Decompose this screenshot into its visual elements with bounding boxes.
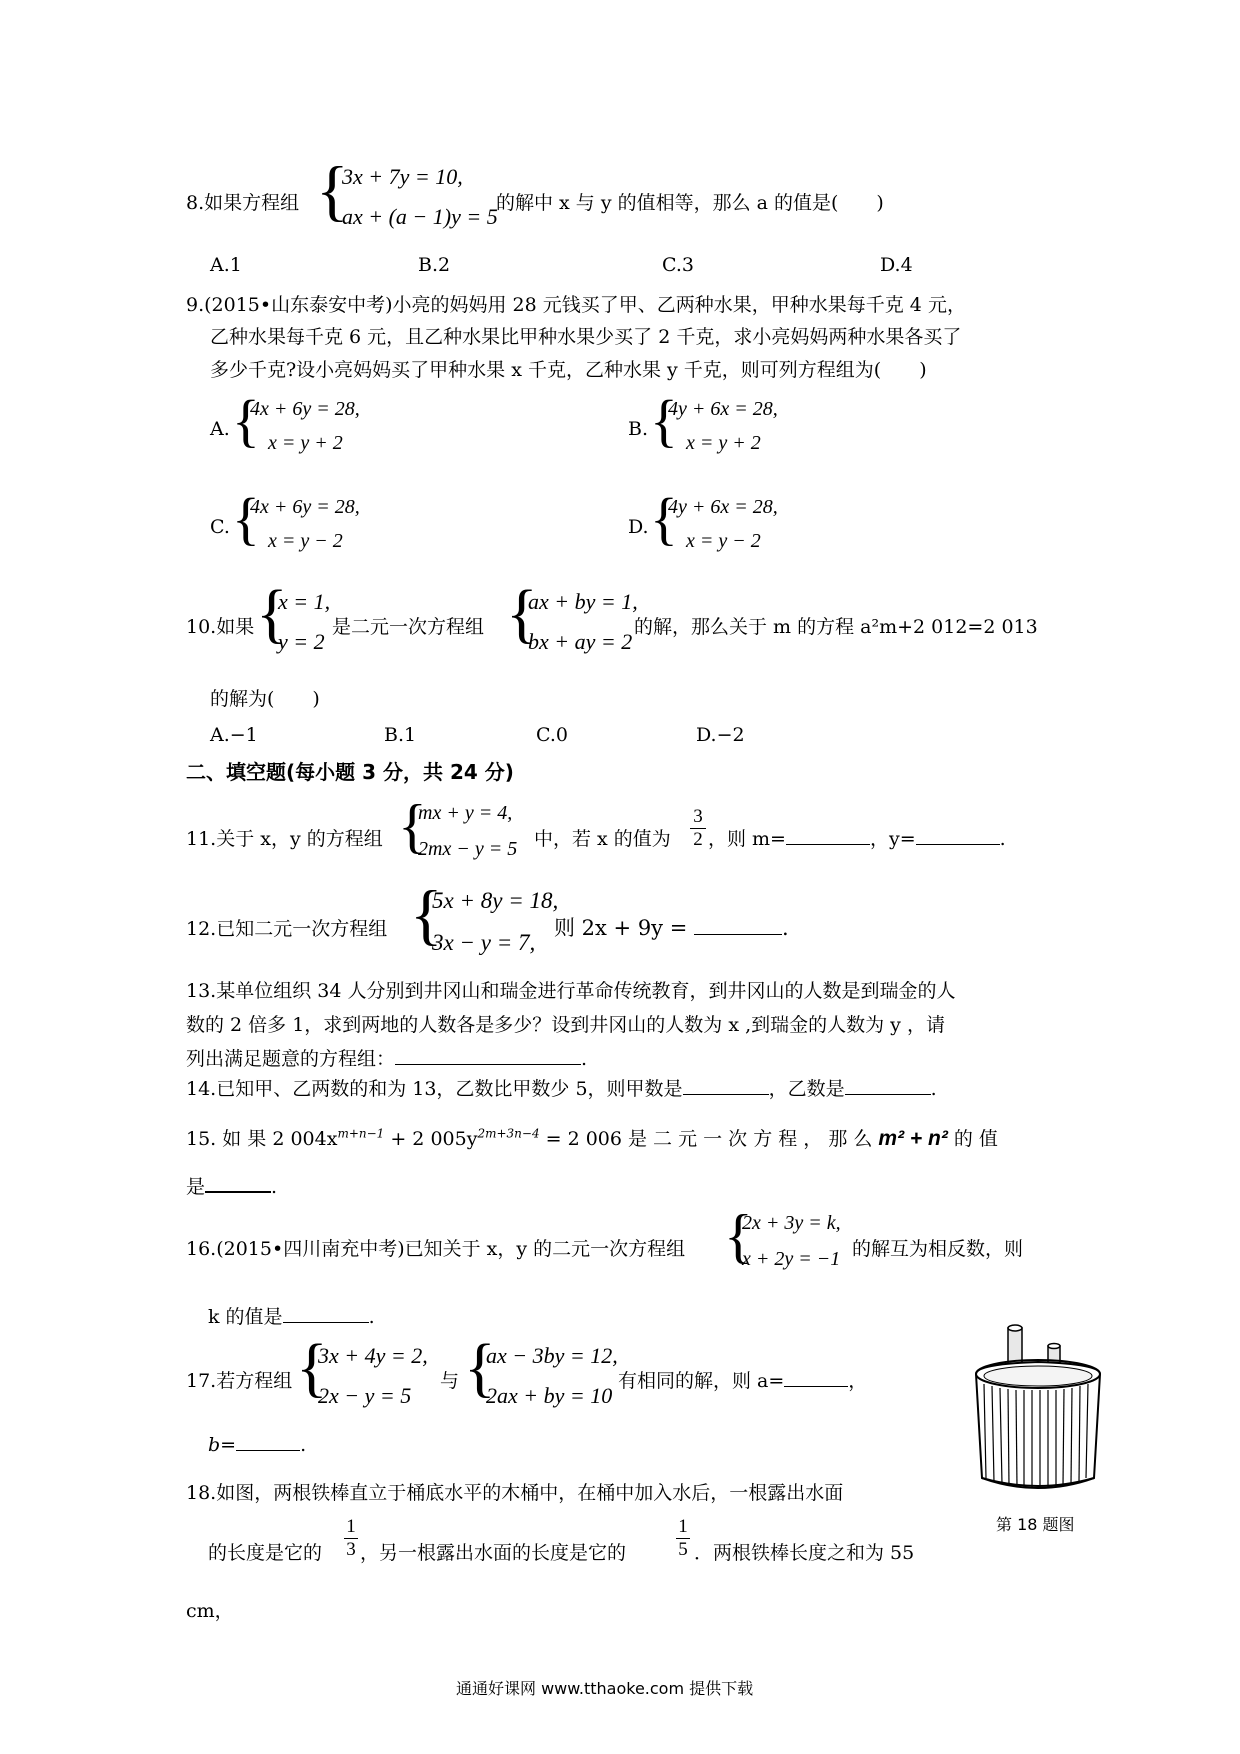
q11-eq1: mx + y = 4, xyxy=(418,802,513,824)
q9-b-eq2: x = y + 2 xyxy=(686,432,761,454)
q8-prefix: 8.如果方程组 xyxy=(186,192,300,214)
q17-prefix: 17.若方程组 xyxy=(186,1370,293,1392)
q9-a-eq2: x = y + 2 xyxy=(268,432,343,454)
q12-blank xyxy=(694,934,782,935)
q8-eq2: ax + (a − 1)y = 5 xyxy=(342,204,498,229)
q18-line2b: ，另一根露出水面的长度是它的 xyxy=(360,1542,627,1564)
q9-d-eq2: x = y − 2 xyxy=(686,530,761,552)
q15-part-c: = 2 006 是 二 元 一 次 方 程 ， 那 么 xyxy=(539,1128,879,1150)
q18-frac2-num: 1 xyxy=(678,1516,688,1537)
q8-option-b: B.2 xyxy=(418,254,451,276)
q11-m-blank xyxy=(786,844,870,845)
q18-fraction-1 xyxy=(344,1516,358,1561)
q16-suffix: 的解互为相反数，则 xyxy=(852,1238,1024,1260)
q12-eq1: 5x + 8y = 18, xyxy=(432,888,559,913)
q13-blank xyxy=(395,1064,581,1065)
q10-sol1: x = 1, xyxy=(278,589,331,614)
q9-line2: 乙种水果每千克 6 元，且乙种水果比甲种水果少买了 2 千克，求小亮妈妈两种水果各买了 xyxy=(210,326,962,348)
q18-frac1-num: 1 xyxy=(346,1516,356,1537)
q8-suffix: 的解中 x 与 y 的值相等，那么 a 的值是( ) xyxy=(496,192,884,214)
q17-answer-a xyxy=(618,1366,867,1393)
q15-blank xyxy=(205,1191,271,1193)
q12-expression: 则 2x + 9y = xyxy=(554,916,688,940)
q12-answer-line xyxy=(554,912,789,942)
q9-option-d-label: D. xyxy=(628,516,649,538)
section-heading: 二、填空题(每小题 3 分，共 24 分) xyxy=(186,760,514,784)
q9-line1: 9.(2015•山东泰安中考)小亮的妈妈用 28 元钱买了甲、乙两种水果，甲种水果每千克 4 元， xyxy=(186,294,966,316)
q11-frac-den: 2 xyxy=(693,829,703,850)
q16-prefix: 16.(2015•四川南充中考)已知关于 x，y 的二元一次方程组 xyxy=(186,1238,686,1260)
footer-text: 通通好课网 www.tthaoke.com 提供下载 xyxy=(456,1679,754,1698)
q11-eq2: 2mx − y = 5 xyxy=(418,838,518,860)
q14-blank2 xyxy=(845,1094,931,1095)
q18-line2a: 的长度是它的 xyxy=(208,1542,323,1564)
q11-end: . xyxy=(999,828,1006,850)
q10-eq1: ax + by = 1, xyxy=(528,589,638,614)
q16-blank xyxy=(283,1322,369,1323)
q13-line1: 13.某单位组织 34 人分别到井冈山和瑞金进行革命传统教育，到井冈山的人数是到瑞金的人 xyxy=(186,980,956,1002)
q13-end: . xyxy=(581,1048,588,1070)
q17-suffix: 有相同的解，则 a= xyxy=(618,1370,785,1392)
q9-option-c-label: C. xyxy=(210,516,230,538)
q17-eq1: 3x + 4y = 2, xyxy=(318,1343,428,1368)
q9-option-b-label: B. xyxy=(628,418,649,440)
q8-option-d: D.4 xyxy=(880,254,913,276)
q10-option-b: B.1 xyxy=(384,724,417,746)
q11-y-label: ，y= xyxy=(869,828,916,850)
q18-line1: 18.如图，两根铁棒直立于桶底水平的木桶中，在桶中加入水后，一根露出水面 xyxy=(186,1482,844,1504)
q10-line2: 的解为( ) xyxy=(210,688,320,710)
q16-end: . xyxy=(368,1306,375,1328)
q15-part-d: 的 值 xyxy=(947,1128,998,1150)
q11-fraction xyxy=(690,806,706,851)
q13-line3 xyxy=(186,1044,587,1071)
q17-b-blank xyxy=(236,1450,300,1451)
q9-c-eq1: 4x + 6y = 28, xyxy=(250,496,360,518)
q14-line xyxy=(186,1074,937,1101)
q10-eq2: bx + ay = 2 xyxy=(528,629,633,654)
q10-mid: 是二元一次方程组 xyxy=(332,616,485,638)
q11-answer-line xyxy=(708,824,1006,851)
q18-line2c: ．两根铁棒长度之和为 55 xyxy=(694,1542,915,1564)
q17-comma: ， xyxy=(848,1370,868,1392)
q14-end: . xyxy=(930,1078,937,1100)
q16-line2 xyxy=(208,1302,375,1329)
q8-option-c: C.3 xyxy=(662,254,694,276)
q18-line3: cm， xyxy=(186,1600,234,1622)
q9-c-eq2: x = y − 2 xyxy=(268,530,343,552)
q17-answer-b xyxy=(208,1434,306,1456)
q11-prefix: 11.关于 x，y 的方程组 xyxy=(186,828,383,850)
q18-frac2-den: 5 xyxy=(678,1539,688,1560)
q13-line2: 数的 2 倍多 1，求到两地的人数各是多少？设到井冈山的人数为 x ,到瑞金的人数为 y ，请 xyxy=(186,1014,945,1036)
q10-option-d: D.−2 xyxy=(696,724,745,746)
q15-sup1: m+n−1 xyxy=(337,1126,385,1141)
q14-blank1 xyxy=(683,1094,769,1095)
q13-line3-text: 列出满足题意的方程组： xyxy=(186,1048,396,1070)
q17-a-blank xyxy=(784,1386,848,1387)
q16-line2-text: k 的值是 xyxy=(208,1306,283,1328)
q11-frac-num: 3 xyxy=(693,806,703,827)
q17-eq3: ax − 3by = 12, xyxy=(486,1343,618,1368)
q18-fraction-2 xyxy=(676,1516,690,1561)
q11-m-label: ，则 m= xyxy=(708,828,786,850)
q11-mid: 中，若 x 的值为 xyxy=(534,828,671,850)
q14-text1: 14.已知甲、乙两数的和为 13，乙数比甲数少 5，则甲数是 xyxy=(186,1078,683,1100)
q16-eq2: x + 2y = −1 xyxy=(742,1248,841,1270)
q17-eq2: 2x − y = 5 xyxy=(318,1383,412,1408)
q12-prefix: 12.已知二元一次方程组 xyxy=(186,918,388,940)
q15-part-a: 15. 如 果 2 004x xyxy=(186,1128,338,1150)
q9-b-eq1: 4y + 6x = 28, xyxy=(668,398,778,420)
q15-sup2: 2m+3n−4 xyxy=(477,1126,540,1141)
q9-a-eq1: 4x + 6y = 28, xyxy=(250,398,360,420)
q16-eq1: 2x + 3y = k, xyxy=(742,1212,841,1234)
q17-eq4: 2ax + by = 10 xyxy=(486,1383,613,1408)
q17-end: . xyxy=(300,1434,307,1456)
q15-expression: m² + n² xyxy=(878,1127,948,1150)
q9-d-eq1: 4y + 6x = 28, xyxy=(668,496,778,518)
q10-prefix: 10.如果 xyxy=(186,616,255,638)
q10-suffix: 的解，那么关于 m 的方程 a²m+2 012=2 013 xyxy=(634,616,1038,638)
q17-b-label: b= xyxy=(208,1434,237,1456)
q15-line2 xyxy=(186,1172,277,1199)
q15-line1 xyxy=(186,1124,998,1151)
q17-mid: 与 xyxy=(440,1370,460,1392)
q18-frac1-den: 3 xyxy=(346,1539,356,1560)
q8-eq1: 3x + 7y = 10, xyxy=(342,164,463,189)
bucket-figure xyxy=(970,1318,1106,1508)
q15-line2-text: 是 xyxy=(186,1176,206,1198)
q10-option-c: C.0 xyxy=(536,724,568,746)
q15-end: . xyxy=(271,1176,278,1198)
figure-caption: 第 18 题图 xyxy=(996,1515,1075,1534)
q9-line3: 多少千克?设小亮妈妈买了甲种水果 x 千克，乙种水果 y 千克，则可列方程组为( ) xyxy=(210,359,927,381)
q12-eq2: 3x − y = 7, xyxy=(432,930,536,955)
q8-option-a: A.1 xyxy=(210,254,242,276)
q14-text2: ，乙数是 xyxy=(768,1078,845,1100)
q12-end: . xyxy=(782,916,789,940)
q11-y-blank xyxy=(916,844,1000,845)
q9-option-a-label: A. xyxy=(210,418,230,440)
q10-sol2: y = 2 xyxy=(278,629,325,654)
q10-option-a: A.−1 xyxy=(210,724,258,746)
q15-part-b: + 2 005y xyxy=(384,1128,478,1150)
